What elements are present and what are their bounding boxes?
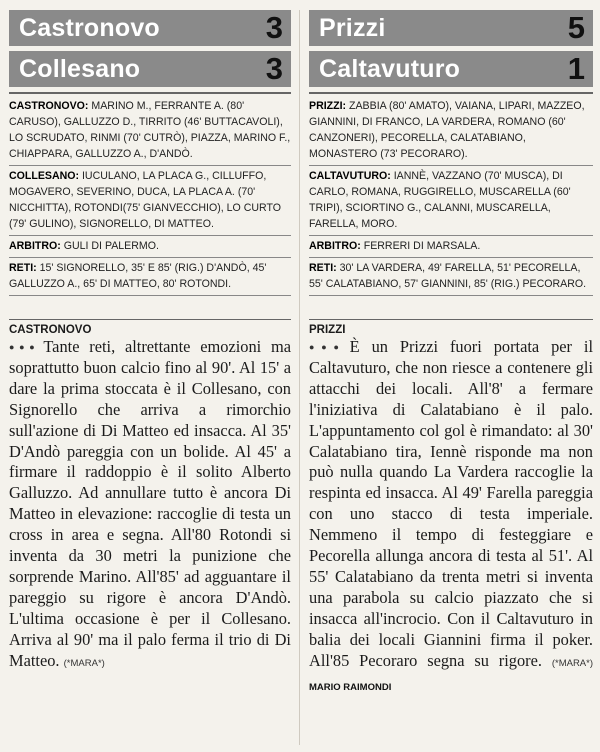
bullet-dots-icon: ●●●	[9, 342, 40, 352]
goals-text: 15' SIGNORELLO, 35' E 85' (RIG.) D'ANDÒ, 45' GALLUZZO A., 65' DI MATTEO, 80' ROTONDI.	[9, 262, 267, 290]
referee	[9, 236, 291, 258]
lineup-text: MARINO M., FERRANTE A. (80' CARUSO), GALLUZZO D., TIRRITO (46' BUTTACAVOLI), LO SCRUDATO, RINMI (70' CUTRÒ), PIAZZA, MARINO F., CHIAPPARA, GALLUZZO A., D'ANDÒ.	[9, 100, 291, 160]
team-name: Castronovo	[19, 13, 160, 42]
score-row-away	[9, 51, 291, 87]
lineup-text: ZABBIA (80' AMATO), VAIANA, LIPARI, MAZZEO, GIANNINI, DI FRANCO, LA VARDERA, ROMANO (60' CANZONERI), PECORELLA, CALATABIANO, MONASTERO (73' PECORARO).	[309, 100, 585, 160]
team-name: Collesano	[19, 54, 141, 83]
report-heading: PRIZZI	[309, 319, 593, 336]
lineup-label: COLLESANO:	[9, 170, 80, 182]
team-name: Prizzi	[319, 13, 386, 42]
goals-label: RETI:	[309, 262, 337, 274]
match-castronovo-collesano	[9, 10, 291, 675]
team-score: 5	[567, 10, 585, 45]
score-row-away	[309, 51, 593, 87]
referee-text: FERRERI DI MARSALA.	[360, 240, 481, 252]
referee-label: ARBITRO:	[309, 240, 361, 252]
report-author: MARIO RAIMONDI	[309, 681, 392, 693]
goals-list	[309, 258, 593, 296]
report-body	[9, 337, 291, 675]
referee-label: ARBITRO:	[9, 240, 61, 252]
team-score: 1	[567, 51, 585, 86]
goals-text: 30' LA VARDERA, 49' FARELLA, 51' PECORELLA, 55' CALATABIANO, 57' GIANNINI, 85' (RIG.) PECORARO.	[309, 262, 587, 290]
lineup-home	[309, 92, 593, 166]
bullet-dots-icon: ●●●	[309, 342, 346, 352]
lineup-away	[309, 166, 593, 236]
match-prizzi-caltavuturo	[309, 10, 593, 698]
report-heading: CASTRONOVO	[9, 319, 291, 336]
referee-text: GULI DI PALERMO.	[60, 240, 159, 252]
report-signature: (*MARA*)	[551, 657, 593, 669]
goals-list	[9, 258, 291, 296]
lineup-label: CALTAVUTURO:	[309, 170, 391, 182]
lineup-text: IUCULANO, LA PLACA G., CILLUFFO, MOGAVERO, SEVERINO, DUCA, LA PLACA A. (70' NICCHITTA), ROTONDI(75' GIANVECCHIO), LO CURTO (79' GULINO), SIGNORELLO, DI MATTEO.	[9, 170, 281, 230]
score-row-home	[9, 10, 291, 46]
lineup-away	[9, 166, 291, 236]
referee	[309, 236, 593, 258]
score-row-home	[309, 10, 593, 46]
lineup-text: IANNÈ, VAZZANO (70' MUSCA), DI CARLO, ROMANA, RUGGIRELLO, MUSCARELLA (60' TRIPI), SCIORTINO G., CALANNI, MUSCARELLA, FARELLA, MORO.	[309, 170, 571, 230]
team-score: 3	[265, 51, 283, 86]
lineup-label: PRIZZI:	[309, 100, 347, 112]
report-signature: (*MARA*)	[63, 657, 105, 669]
goals-label: RETI:	[9, 262, 37, 274]
report-text: È un Prizzi fuori portata per il Caltavuturo, che non riesce a contenere gli attacchi dei locali. All'8' a fermare l'iniziativa di Calatabiano è il palo. L'appuntamento col gol è rimandato: al 30' Calatabiano tira, Iennè risponde ma non può nulla quando La Vardera raccoglie la respinta ed insacca. Al 49' Farella pareggia con uno stacco di testa imperiale. Nemmeno il tempo di festeggiare e Pecorella allunga ancora di testa al 51'. Al 55' Calatabiano da trenta metri si inventa una parabola su calcio piazzato che si insacca all'incrocio. Con il Caltavuturo in balia dei locali Giannini firma il poker. All'85 Pecoraro segna su rigore.	[309, 337, 594, 670]
lineup-label: CASTRONOVO:	[9, 100, 89, 112]
report-text: Tante reti, altrettante emozioni ma soprattutto buon calcio fino al 90'. Al 15' a dare la prima stoccata è il Collesano, con Signorello che arriva a rimorchio sull'azione di Di Matteo ed insacca. Al 35' D'Andò pareggia con un bolide. Al 45' a firmare il raddoppio è il solito Alberto Galluzzo. Ad annullare tutto è ancora Di Matteo in elevazione: raccoglie di testa un cross in area e segna. All'80 Rotondi si inventa da 30 metri la punizione che sorprende Marino. All'85' ad agguantare il pareggio su rigore è ancora D'Andò. L'ultima occasione è per il Collesano. Arriva al 90' ma il palo ferma il trio di Di Matteo.	[9, 337, 291, 670]
team-score: 3	[265, 10, 283, 45]
column-divider	[299, 10, 300, 745]
report-body	[309, 337, 593, 698]
team-name: Caltavuturo	[319, 54, 461, 83]
lineup-home	[9, 92, 291, 166]
